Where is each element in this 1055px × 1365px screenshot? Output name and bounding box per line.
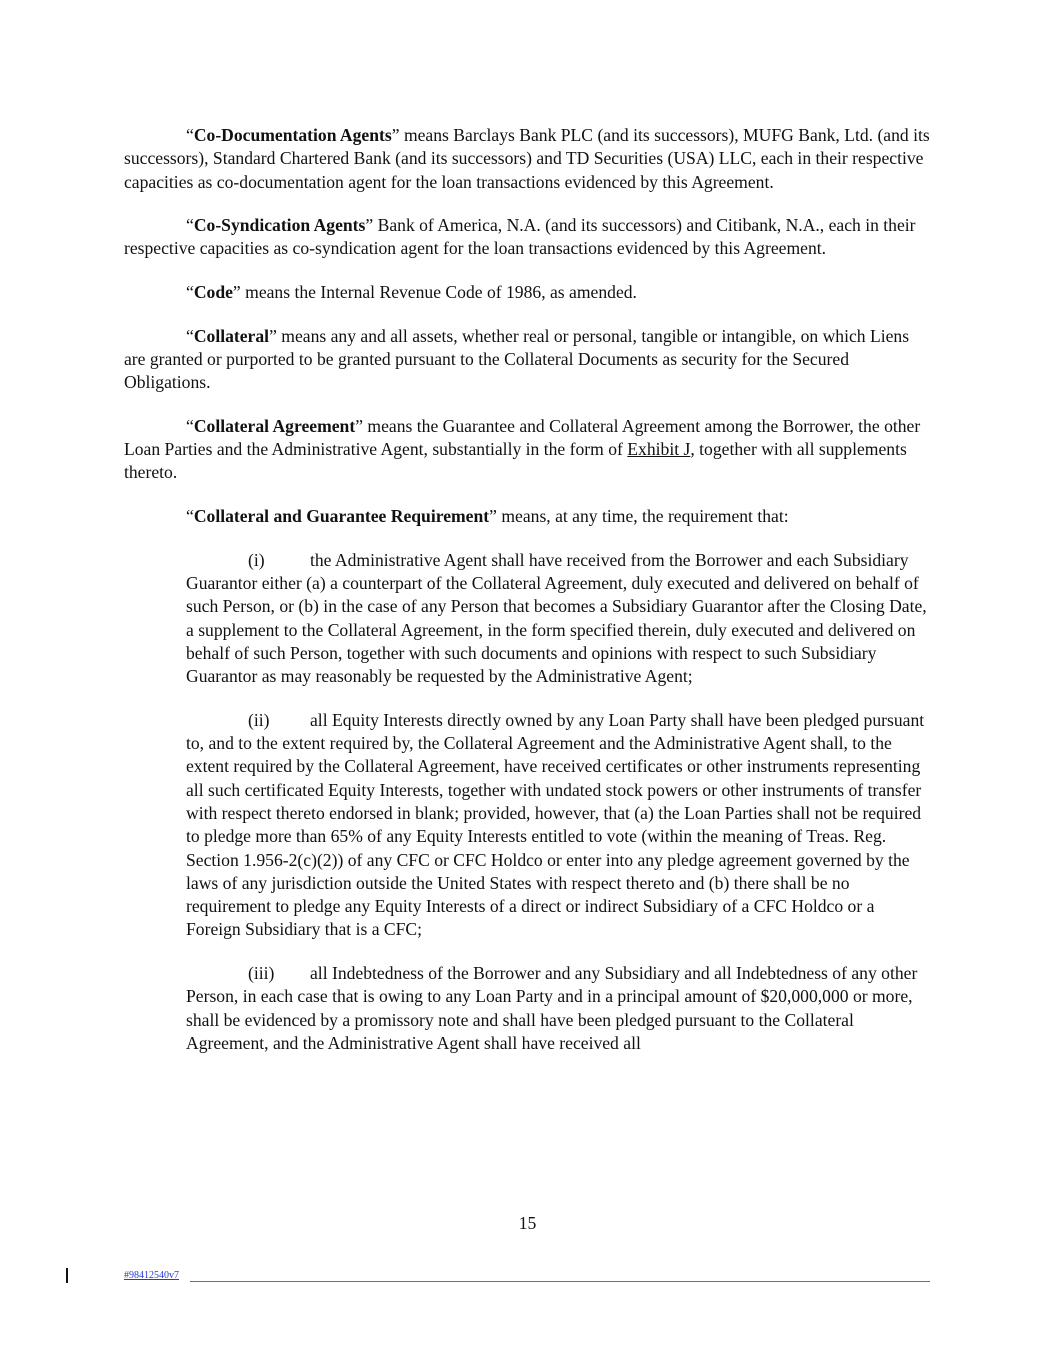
defined-term: Collateral and Guarantee Requirement [193,506,490,527]
clause-ii [186,709,930,942]
defined-term: Co-Documentation Agents [193,125,392,145]
clause-number: (i) [248,549,265,570]
exhibit-reference: Exhibit J [627,439,691,460]
clause-i [186,549,930,689]
clause-number: (ii) [248,709,270,730]
definition-text: ” means the Internal Revenue Code of 1986, as amended. [232,282,637,303]
definition-text: ” means Barclays Bank PLC (and its successors), MUFG Bank, Ltd. (and its successors), Standard Chartered Bank (and its successors) and TD Securities (USA) LLC, each in their respective capacities as co-documentation agent for the loan transactions evidenced by this Agreement. [124,125,930,192]
clause-text: all Indebtedness of the Borrower and any Subsidiary and all Indebtedness of any other Person, in each case that is owing to any Loan Party and in a principal amount of $20,000,000 or more, shall be evidenced by a promissory note and shall have been pledged pursuant to the Collateral Agreement, and the Administrative Agent shall have received all [186,962,918,1053]
defined-term: Code [193,282,233,303]
clause-iii [186,962,930,1055]
open-quote: “ [186,325,194,346]
definition-collateral-agreement [124,415,930,485]
definition-co-syndication-agents [124,214,930,261]
clause-number: (iii) [248,962,275,983]
open-quote: “ [186,415,194,436]
defined-term: Co-Syndication Agents [193,215,366,236]
document-body [124,124,930,1075]
page-number: 15 [518,1213,537,1233]
definition-text: ” means the Guarantee and Collateral Agreement among the Borrower, the other Loan Parties and the Administrative Agent, substantially in the form of [124,415,921,460]
definition-text: ” Bank of America, N.A. (and its successors) and Citibank, N.A., each in their respective capacities as co-syndication agent for the loan transactions evidenced by this Agreement. [124,215,916,259]
open-quote: “ [186,215,194,236]
definition-code [124,281,930,304]
open-quote: “ [186,282,194,303]
defined-term: Collateral [193,325,270,346]
document-id: #98412540v7 [124,1270,179,1281]
open-quote: “ [186,125,194,145]
footer-rule [190,1281,930,1282]
definition-text: ” means any and all assets, whether real or personal, tangible or intangible, on which Liens are granted or purported to be granted pursuant to the Collateral Documents as security for the Secured Obligations. [124,325,910,393]
definition-text-end: , together with all supplements thereto. [124,439,907,483]
change-bar [66,1268,68,1283]
clause-text: the Administrative Agent shall have received from the Borrower and each Subsidiary Guarantor either (a) a counterpart of the Collateral Agreement, duly executed and delivered on behalf of such Person, or (b) in the case of any Person that becomes a Subsidiary Guarantor after the Closing Date, a supplement to the Collateral Agreement, in the form specified therein, duly executed and delivered on behalf of such Person, together with such documents and opinions with respect to such Subsidiary Guarantor as may reasonably be requested by the Administrative Agent; [186,549,927,687]
definition-collateral [124,325,930,395]
definition-co-documentation-agents [124,124,930,194]
definition-text: ” means, at any time, the requirement that: [489,506,789,527]
open-quote: “ [186,506,194,527]
clause-text: all Equity Interests directly owned by any Loan Party shall have been pledged pursuant to, and to the extent required by, the Collateral Agreement and the Administrative Agent shall, to the extent required by the Collateral Agreement, have received certificates or other instruments representing all such certificated Equity Interests, together with undated stock powers or other instruments of transfer with respect thereto endorsed in blank; provided, however, that (a) the Loan Parties shall not be required to pledge more than 65% of any Equity Interests entitled to vote (within the meaning of Treas. Reg. Section 1.956-2(c)(2)) of any CFC or CFC Holdco or enter into any pledge agreement governed by the laws of any jurisdiction outside the United States with respect thereto and (b) there shall be no requirement to pledge any Equity Interests of a direct or indirect Subsidiary of a CFC Holdco or a Foreign Subsidiary that is a CFC; [186,709,925,940]
defined-term: Collateral Agreement [193,415,356,436]
definition-collateral-and-guarantee-requirement [124,505,930,528]
